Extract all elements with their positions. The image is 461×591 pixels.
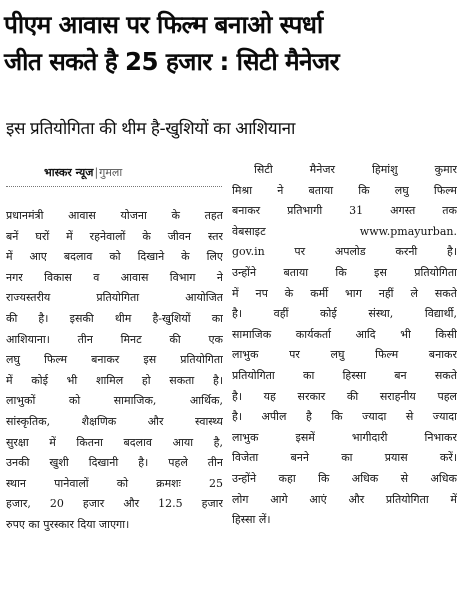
article-left-column <box>6 206 223 536</box>
article-line: हिस्सा लें। <box>232 513 271 527</box>
article-line: वेबसाइट www.pmayurban. <box>232 224 457 238</box>
article-line: राज्यस्तरीय प्रतियोगिता आयोजित <box>6 291 223 305</box>
byline-source: भास्कर न्यूज <box>44 166 94 179</box>
article-line: की है। इसकी थीम है-खुशियों का <box>6 311 223 325</box>
byline-divider <box>6 186 222 187</box>
article-line: है। यह सरकार की सराहनीय पहल <box>232 389 457 403</box>
article-line: में कोई भी शामिल हो सकता है। <box>6 373 223 387</box>
headline-line-1: पीएम आवास पर फिल्म बनाओ स्पर्धा <box>4 10 323 39</box>
article-line: उन्होंने कहा कि अधिक से अधिक <box>232 471 457 485</box>
article-line: लोग आगे आएं और प्रतियोगिता में <box>232 492 457 506</box>
headline <box>4 6 457 80</box>
article-line: रुपए का पुरस्कार दिया जाएगा। <box>6 517 130 531</box>
article-line: है। वहीं कोई संस्था, विद्यार्थी, <box>232 307 457 321</box>
article-line: हजार, 20 हजार और 12.5 हजार <box>6 497 223 511</box>
article-line: सुरक्षा में कितना बदलाव आया है, <box>6 435 223 449</box>
article-line: स्थान पानेवालों को क्रमशः 25 <box>6 476 223 490</box>
article-line: उन्होंने बताया कि इस प्रतियोगिता <box>232 265 457 279</box>
article-line: लाभुक पर लघु फिल्म बनाकर <box>232 348 457 362</box>
article-line: बनें घरों में रहनेवालों के जीवन स्तर <box>6 229 223 243</box>
article-line: सिटी मैनेजर हिमांशु कुमार <box>254 163 457 176</box>
byline-separator: | <box>94 166 99 179</box>
article-line: है। अपील है कि ज्यादा से ज्यादा <box>232 410 457 424</box>
article-line: नगर विकास व आवास विभाग ने <box>6 270 223 284</box>
article-line: सांस्कृतिक, शैक्षणिक और स्वास्थ्य <box>6 414 223 428</box>
article-line: gov.in पर अपलोड करनी है। <box>232 245 457 259</box>
subheadline: इस प्रतियोगिता की थीम है-खुशियों का आशियाना <box>6 119 296 139</box>
article-line: बनाकर प्रतिभागी 31 अगस्त तक <box>232 204 457 218</box>
article-line: सामाजिक कार्यकर्ता आदि भी किसी <box>232 327 457 341</box>
headline-line-2: जीत सकते है 25 हजार : सिटी मैनेजर <box>4 47 340 76</box>
article-line: विजेता बनने का प्रयास करें। <box>232 451 457 465</box>
article-line: में आए बदलाव को दिखाने के लिए <box>6 250 223 264</box>
article-line: मिश्रा ने बताया कि लघु फिल्म <box>232 183 457 197</box>
article-right-column <box>232 160 457 531</box>
byline-place: गुमला <box>99 166 123 179</box>
article-line: लाभुक इसमें भागीदारी निभाकर <box>232 430 457 444</box>
article-line: में नप के कर्मी भाग नहीं ले सकते <box>232 286 457 300</box>
article-line: प्रधानमंत्री आवास योजना के तहत <box>6 209 223 222</box>
article-line: लघु फिल्म बनाकर इस प्रतियोगिता <box>6 353 223 367</box>
article-line: लाभुकों को सामाजिक, आर्थिक, <box>6 394 223 408</box>
byline <box>44 164 224 182</box>
article-line: आशियाना। तीन मिनट की एक <box>6 332 223 346</box>
article-line: उनकी खुशी दिखानी है। पहले तीन <box>6 456 223 470</box>
article-line: प्रतियोगिता का हिस्सा बन सकते <box>232 368 457 382</box>
